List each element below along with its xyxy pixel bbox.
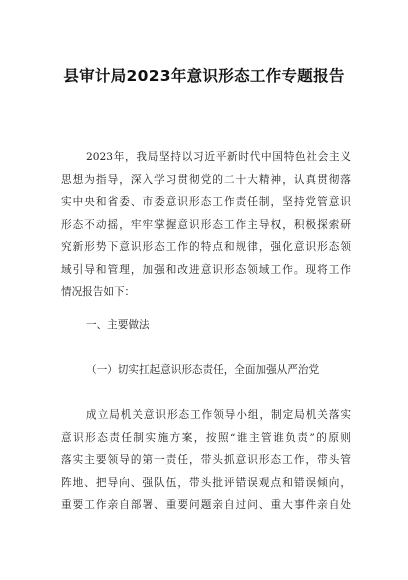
paragraph-line: 究新形势下意识形态工作的特点和规律，强化意识形态领 [61, 241, 351, 253]
paragraph-line: 情况报告如下： [61, 286, 136, 298]
paragraph-line: 思想为指导，深入学习贯彻党的二十大精神，认真贯彻落 [61, 173, 351, 186]
paragraph-line: 实中央和省委、市委意识形态工作责任制，坚持党管意识 [61, 196, 351, 208]
paragraph-line: 成立局机关意识形态工作领导小组，制定局机关落实 [86, 409, 351, 421]
paragraph-line: 2023年，我局坚持以习近平新时代中国特色社会主义 [86, 151, 351, 163]
paragraph-line: 落实主要领导的第一责任，带头抓意识形态工作，带头管 [61, 454, 351, 466]
paragraph-line: 域引导和管理，加强和改进意识形态领域工作。现将工作 [61, 263, 351, 276]
section-heading: 一、主要做法 [86, 319, 150, 331]
document-title: 县审计局2023年意识形态工作专题报告 [63, 67, 345, 85]
paragraph-line: 重要工作亲自部署、重要问题亲自过问、重大事件亲自处 [61, 499, 351, 511]
subsection-heading: （一）切实扛起意识形态责任，全面加强从严治党 [86, 364, 320, 376]
paragraph-line: 形态不动摇，牢牢掌握意识形态工作主导权，积极探索研 [61, 218, 351, 231]
paragraph-line: 意识形态责任制实施方案，按照“谁主管谁负责”的原则 [61, 431, 351, 444]
paragraph-line: 阵地、把导向、强队伍，带头批评错误观点和错误倾向， [61, 476, 351, 489]
body-paragraph [61, 404, 351, 517]
intro-paragraph [61, 146, 351, 304]
